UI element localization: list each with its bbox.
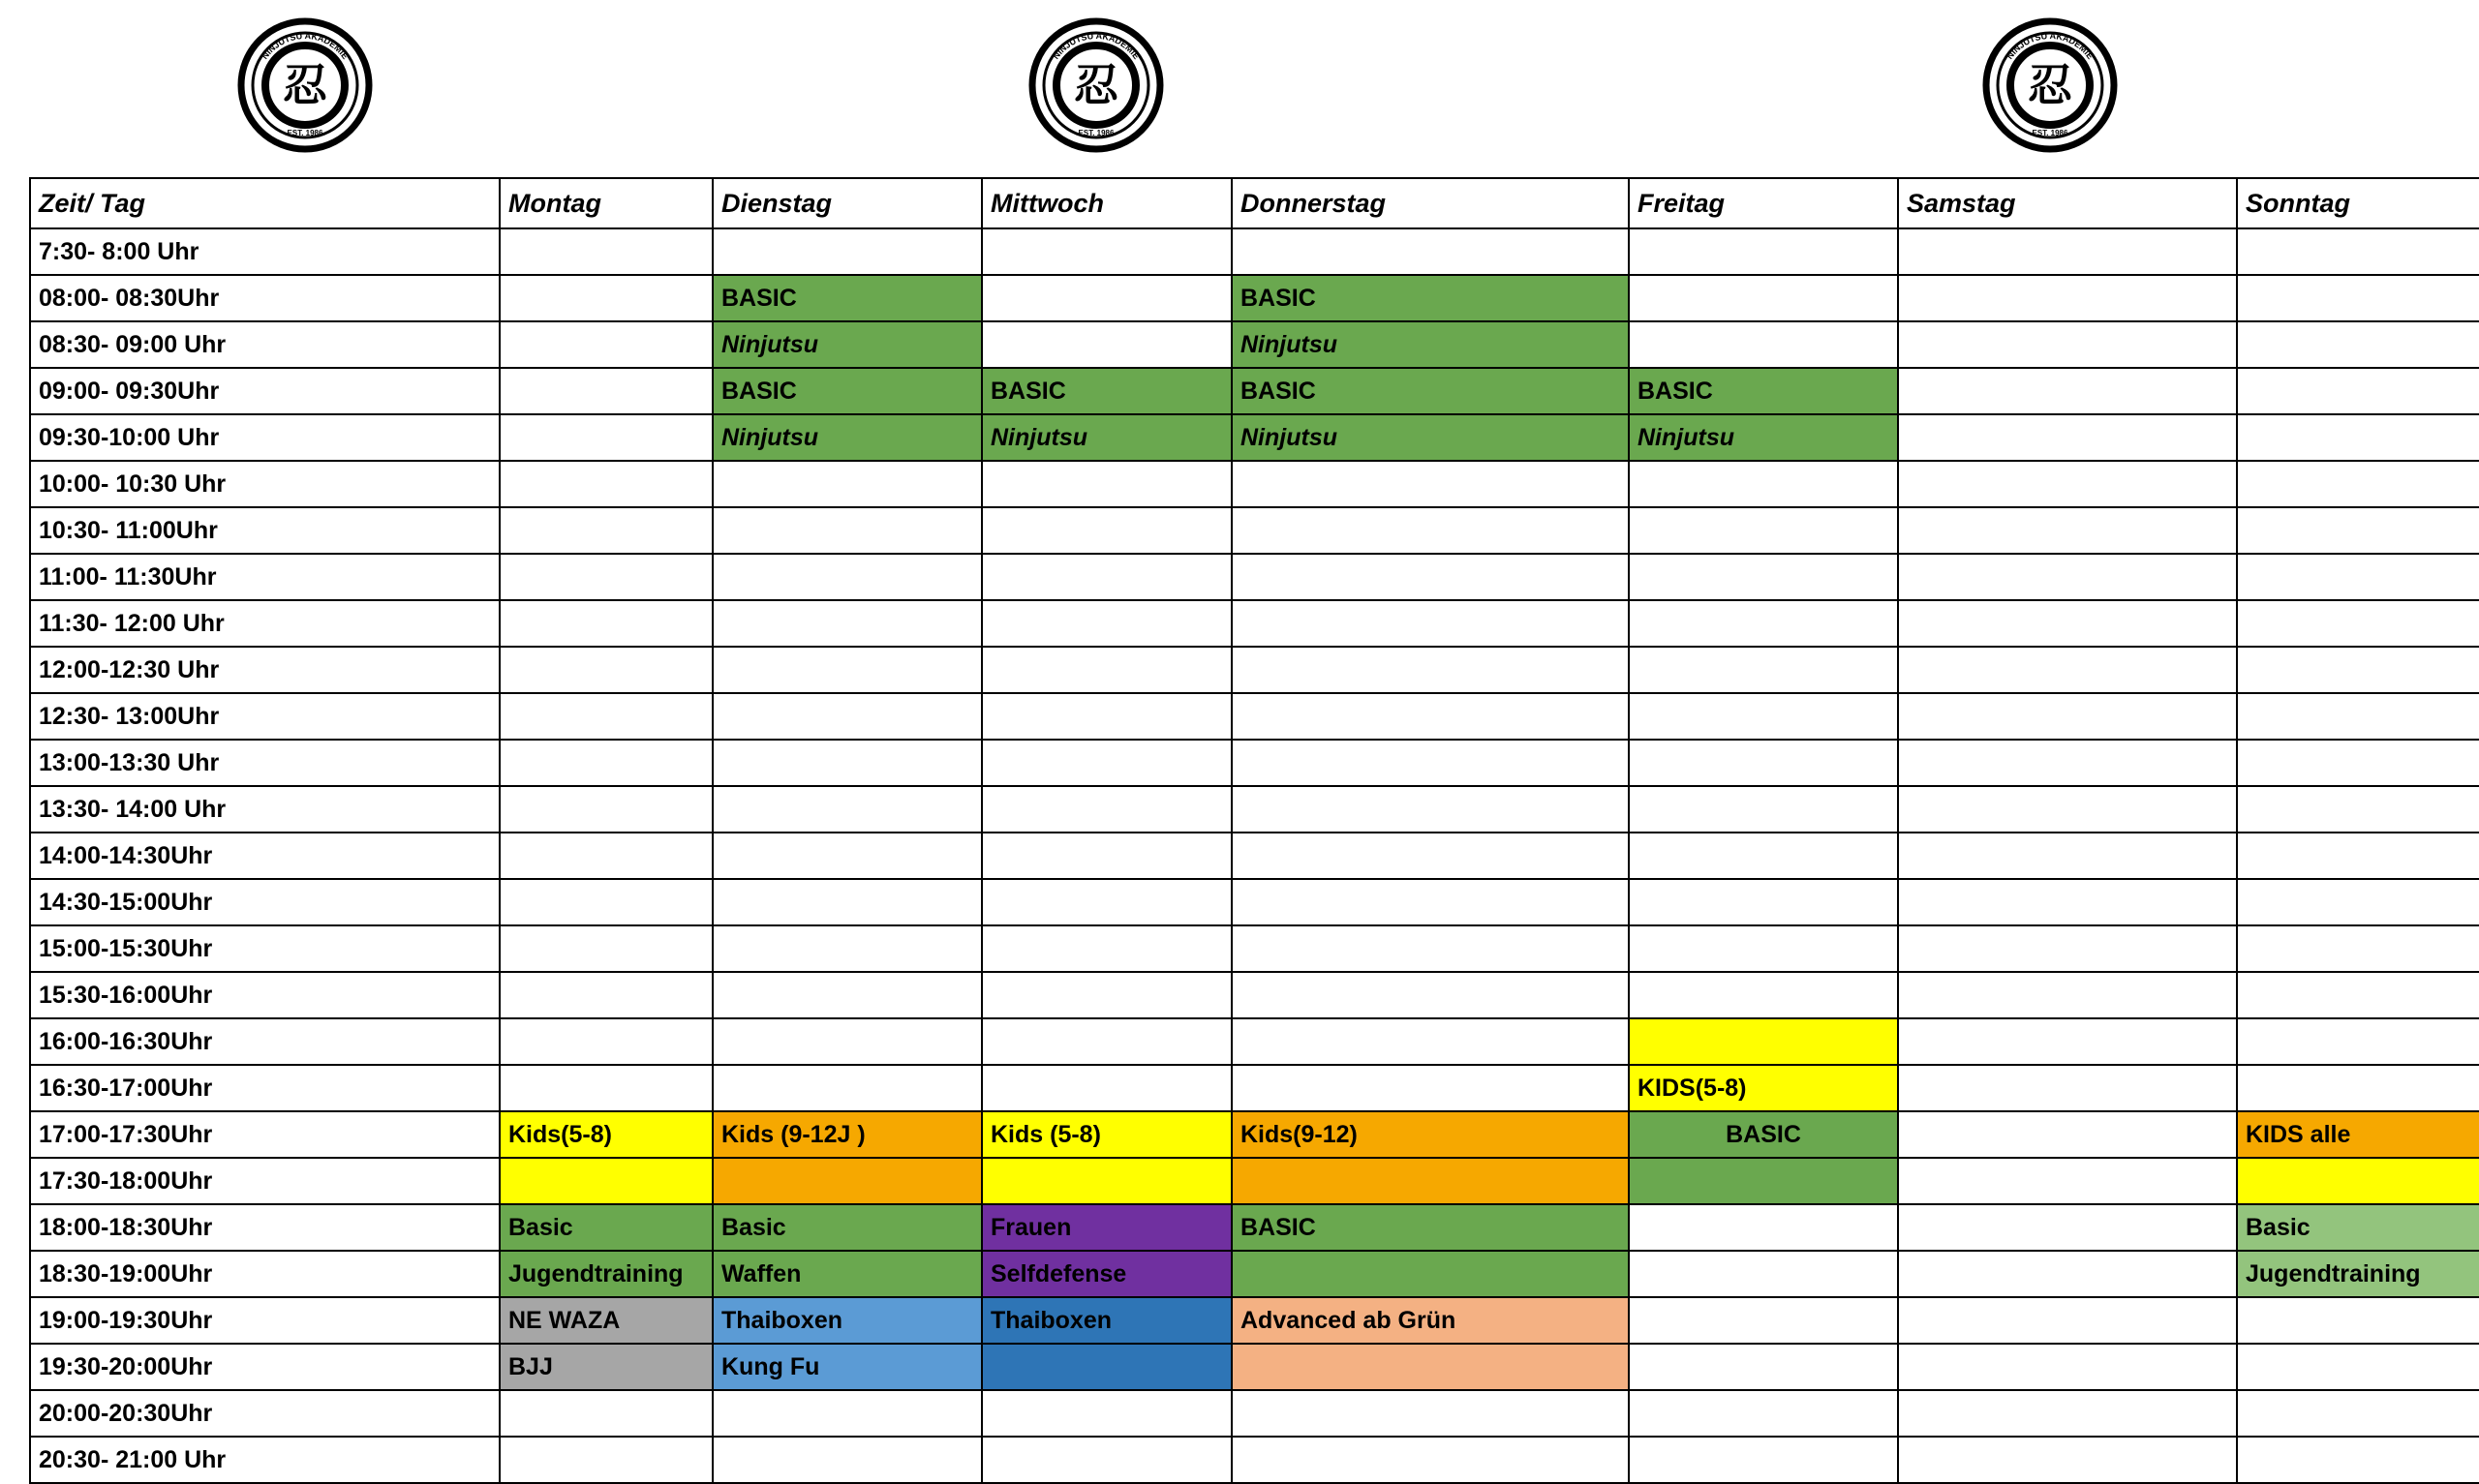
table-row — [30, 833, 2479, 879]
time-slot-label: 17:30-18:00Uhr — [30, 1158, 500, 1204]
empty-cell — [713, 833, 982, 879]
empty-cell — [713, 600, 982, 647]
empty-cell — [713, 1390, 982, 1437]
time-slot-label: 18:30-19:00Uhr — [30, 1251, 500, 1297]
empty-cell — [1629, 693, 1898, 740]
table-row — [30, 786, 2479, 833]
empty-cell — [1898, 507, 2237, 554]
table-row — [30, 925, 2479, 972]
empty-cell — [1232, 972, 1629, 1018]
empty-cell — [2237, 228, 2479, 275]
table-body — [30, 228, 2479, 1483]
empty-cell — [1232, 925, 1629, 972]
table-row — [30, 1018, 2479, 1065]
empty-cell — [713, 554, 982, 600]
table-row — [30, 1297, 2479, 1344]
empty-cell — [1629, 1018, 1898, 1065]
time-slot-label: 20:00-20:30Uhr — [30, 1390, 500, 1437]
time-slot-label: 20:30- 21:00 Uhr — [30, 1437, 500, 1483]
empty-cell — [500, 461, 713, 507]
svg-text:NINJUTSU AKADEMIE: NINJUTSU AKADEMIE — [2005, 30, 2096, 61]
empty-cell — [1898, 600, 2237, 647]
empty-cell — [2237, 275, 2479, 321]
table-row — [30, 1065, 2479, 1111]
empty-cell — [2237, 1297, 2479, 1344]
column-header-sonntag: Sonntag — [2237, 178, 2479, 228]
class-cell[interactable]: Advanced ab Grün — [1232, 1297, 1629, 1344]
empty-cell — [1232, 1018, 1629, 1065]
time-slot-label: 08:00- 08:30Uhr — [30, 275, 500, 321]
class-cell[interactable]: Ninjutsu — [713, 414, 982, 461]
empty-cell — [1629, 275, 1898, 321]
table-row — [30, 461, 2479, 507]
empty-cell — [982, 1018, 1232, 1065]
table-row — [30, 1390, 2479, 1437]
class-cell[interactable]: Basic — [500, 1204, 713, 1251]
empty-cell — [1629, 879, 1898, 925]
empty-cell — [2237, 786, 2479, 833]
time-slot-label: 13:30- 14:00 Uhr — [30, 786, 500, 833]
empty-cell — [2237, 507, 2479, 554]
empty-cell — [500, 925, 713, 972]
class-cell[interactable]: BASIC — [1629, 368, 1898, 414]
empty-cell — [1629, 647, 1898, 693]
empty-cell — [2237, 1065, 2479, 1111]
class-cell[interactable]: Ninjutsu — [1232, 414, 1629, 461]
empty-cell — [1898, 1018, 2237, 1065]
class-cell[interactable]: Ninjutsu — [1232, 321, 1629, 368]
empty-cell — [1898, 1390, 2237, 1437]
time-slot-label: 15:30-16:00Uhr — [30, 972, 500, 1018]
class-cell[interactable]: KIDS alle — [2237, 1111, 2479, 1158]
empty-cell — [1898, 414, 2237, 461]
table-row — [30, 507, 2479, 554]
table-row — [30, 1437, 2479, 1483]
time-slot-label: 11:30- 12:00 Uhr — [30, 600, 500, 647]
empty-cell — [500, 600, 713, 647]
time-slot-label: 12:30- 13:00Uhr — [30, 693, 500, 740]
column-header-montag: Montag — [500, 178, 713, 228]
time-slot-label: 7:30- 8:00 Uhr — [30, 228, 500, 275]
time-slot-label: 13:00-13:30 Uhr — [30, 740, 500, 786]
class-cell[interactable]: BASIC — [713, 275, 982, 321]
empty-cell — [2237, 740, 2479, 786]
class-cell[interactable]: BASIC — [1232, 275, 1629, 321]
empty-cell — [1898, 879, 2237, 925]
empty-cell — [1629, 321, 1898, 368]
empty-cell — [982, 228, 1232, 275]
table-row — [30, 228, 2479, 275]
empty-cell — [1232, 1437, 1629, 1483]
empty-cell — [2237, 879, 2479, 925]
empty-cell — [982, 461, 1232, 507]
time-slot-label: 14:30-15:00Uhr — [30, 879, 500, 925]
table-row — [30, 879, 2479, 925]
table-row — [30, 647, 2479, 693]
svg-text:忍: 忍 — [2028, 59, 2072, 111]
empty-cell — [1629, 1297, 1898, 1344]
empty-cell — [1629, 833, 1898, 879]
time-slot-label: 19:00-19:30Uhr — [30, 1297, 500, 1344]
empty-cell — [982, 321, 1232, 368]
empty-cell — [982, 1065, 1232, 1111]
empty-cell — [713, 1018, 982, 1065]
empty-cell — [500, 833, 713, 879]
empty-cell — [1898, 1204, 2237, 1251]
logo-row — [0, 0, 2479, 169]
empty-cell — [1898, 786, 2237, 833]
empty-cell — [2237, 925, 2479, 972]
empty-cell — [2237, 1018, 2479, 1065]
empty-cell — [1232, 461, 1629, 507]
empty-cell — [2237, 414, 2479, 461]
svg-text:忍: 忍 — [1074, 59, 1118, 111]
empty-cell — [1629, 1437, 1898, 1483]
empty-cell — [500, 228, 713, 275]
empty-cell — [713, 1437, 982, 1483]
column-header-freitag: Freitag — [1629, 178, 1898, 228]
time-slot-label: 10:30- 11:00Uhr — [30, 507, 500, 554]
svg-text:EST. 1986: EST. 1986 — [2032, 129, 2068, 137]
empty-cell — [713, 879, 982, 925]
ninjutsu-akademie-logo — [237, 17, 373, 153]
class-cell[interactable]: Basic — [2237, 1204, 2479, 1251]
empty-cell — [713, 647, 982, 693]
table-row — [30, 275, 2479, 321]
time-slot-label: 16:00-16:30Uhr — [30, 1018, 500, 1065]
class-cell[interactable]: Thaiboxen — [713, 1297, 982, 1344]
empty-cell — [1898, 321, 2237, 368]
empty-cell — [713, 1065, 982, 1111]
column-header-samstag: Samstag — [1898, 178, 2237, 228]
time-slot-label: 08:30- 09:00 Uhr — [30, 321, 500, 368]
empty-cell — [982, 972, 1232, 1018]
empty-cell — [982, 925, 1232, 972]
table-row — [30, 600, 2479, 647]
empty-cell — [982, 693, 1232, 740]
empty-cell — [1898, 1158, 2237, 1204]
empty-cell — [500, 786, 713, 833]
empty-cell — [500, 368, 713, 414]
empty-cell — [500, 740, 713, 786]
table-row — [30, 321, 2479, 368]
empty-cell — [500, 972, 713, 1018]
empty-cell — [1898, 1297, 2237, 1344]
class-cell[interactable]: Kung Fu — [713, 1344, 982, 1390]
empty-cell — [500, 1018, 713, 1065]
time-slot-label: 16:30-17:00Uhr — [30, 1065, 500, 1111]
empty-cell — [1898, 228, 2237, 275]
empty-cell — [1629, 1204, 1898, 1251]
class-cell[interactable]: Jugendtraining — [500, 1251, 713, 1297]
svg-text:EST. 1986: EST. 1986 — [1078, 129, 1115, 137]
empty-cell — [713, 972, 982, 1018]
class-cell[interactable]: NE WAZA — [500, 1297, 713, 1344]
empty-cell — [1232, 554, 1629, 600]
empty-cell — [982, 740, 1232, 786]
class-cell[interactable]: Kids (9-12J ) — [713, 1111, 982, 1158]
empty-cell — [1232, 833, 1629, 879]
empty-cell — [713, 1158, 982, 1204]
empty-cell — [2237, 1344, 2479, 1390]
empty-cell — [1898, 275, 2237, 321]
empty-cell — [500, 1437, 713, 1483]
empty-cell — [1232, 786, 1629, 833]
empty-cell — [713, 786, 982, 833]
class-cell[interactable]: KIDS(5-8) — [1629, 1065, 1898, 1111]
empty-cell — [1898, 461, 2237, 507]
empty-cell — [2237, 1158, 2479, 1204]
time-slot-label: 17:00-17:30Uhr — [30, 1111, 500, 1158]
table-header — [30, 178, 2479, 228]
empty-cell — [1629, 786, 1898, 833]
svg-text:忍: 忍 — [283, 59, 327, 111]
empty-cell — [1232, 1251, 1629, 1297]
svg-text:EST. 1986: EST. 1986 — [287, 129, 323, 137]
empty-cell — [982, 1344, 1232, 1390]
time-slot-label: 12:00-12:30 Uhr — [30, 647, 500, 693]
table-row — [30, 740, 2479, 786]
empty-cell — [500, 1390, 713, 1437]
empty-cell — [1232, 1344, 1629, 1390]
empty-cell — [500, 693, 713, 740]
empty-cell — [2237, 461, 2479, 507]
empty-cell — [2237, 554, 2479, 600]
empty-cell — [982, 1158, 1232, 1204]
empty-cell — [1629, 461, 1898, 507]
table-row — [30, 693, 2479, 740]
empty-cell — [1232, 740, 1629, 786]
table-row — [30, 1158, 2479, 1204]
table-header-row — [30, 178, 2479, 228]
table-row — [30, 1344, 2479, 1390]
empty-cell — [982, 275, 1232, 321]
empty-cell — [1232, 507, 1629, 554]
empty-cell — [1898, 1344, 2237, 1390]
empty-cell — [2237, 693, 2479, 740]
empty-cell — [1898, 972, 2237, 1018]
time-slot-label: 10:00- 10:30 Uhr — [30, 461, 500, 507]
class-cell[interactable]: Thaiboxen — [982, 1297, 1232, 1344]
empty-cell — [1629, 1251, 1898, 1297]
class-cell[interactable]: BASIC — [982, 368, 1232, 414]
empty-cell — [2237, 600, 2479, 647]
class-cell[interactable]: Ninjutsu — [1629, 414, 1898, 461]
class-cell[interactable]: Frauen — [982, 1204, 1232, 1251]
empty-cell — [1629, 1390, 1898, 1437]
empty-cell — [2237, 368, 2479, 414]
table-row — [30, 414, 2479, 461]
empty-cell — [1629, 925, 1898, 972]
empty-cell — [1232, 228, 1629, 275]
empty-cell — [1232, 1065, 1629, 1111]
empty-cell — [500, 275, 713, 321]
class-cell[interactable]: BASIC — [1232, 368, 1629, 414]
empty-cell — [1232, 600, 1629, 647]
empty-cell — [1898, 1437, 2237, 1483]
class-cell[interactable]: BASIC — [1629, 1111, 1898, 1158]
time-slot-label: 14:00-14:30Uhr — [30, 833, 500, 879]
empty-cell — [1629, 554, 1898, 600]
table-row — [30, 554, 2479, 600]
class-cell[interactable]: Kids(9-12) — [1232, 1111, 1629, 1158]
column-header-zeit-tag: Zeit/ Tag — [30, 178, 500, 228]
empty-cell — [713, 507, 982, 554]
table-row — [30, 1111, 2479, 1158]
empty-cell — [500, 321, 713, 368]
empty-cell — [982, 879, 1232, 925]
empty-cell — [1898, 1111, 2237, 1158]
class-cell[interactable]: Ninjutsu — [982, 414, 1232, 461]
empty-cell — [1232, 879, 1629, 925]
column-header-mittwoch: Mittwoch — [982, 178, 1232, 228]
time-slot-label: 09:30-10:00 Uhr — [30, 414, 500, 461]
empty-cell — [982, 833, 1232, 879]
empty-cell — [500, 414, 713, 461]
empty-cell — [2237, 647, 2479, 693]
column-header-dienstag: Dienstag — [713, 178, 982, 228]
svg-text:NINJUTSU AKADEMIE: NINJUTSU AKADEMIE — [260, 30, 351, 61]
empty-cell — [1898, 368, 2237, 414]
empty-cell — [500, 554, 713, 600]
empty-cell — [1629, 1344, 1898, 1390]
class-cell[interactable]: Waffen — [713, 1251, 982, 1297]
time-slot-label: 09:00- 09:30Uhr — [30, 368, 500, 414]
empty-cell — [1898, 1065, 2237, 1111]
empty-cell — [713, 461, 982, 507]
empty-cell — [1898, 1251, 2237, 1297]
ninjutsu-akademie-logo — [1982, 17, 2118, 153]
column-header-donnerstag: Donnerstag — [1232, 178, 1629, 228]
empty-cell — [2237, 1390, 2479, 1437]
empty-cell — [713, 228, 982, 275]
empty-cell — [500, 1158, 713, 1204]
empty-cell — [1629, 972, 1898, 1018]
empty-cell — [1629, 740, 1898, 786]
empty-cell — [982, 786, 1232, 833]
empty-cell — [1629, 1158, 1898, 1204]
empty-cell — [1232, 1390, 1629, 1437]
empty-cell — [500, 879, 713, 925]
table-row — [30, 972, 2479, 1018]
empty-cell — [1232, 647, 1629, 693]
empty-cell — [1232, 693, 1629, 740]
time-slot-label: 19:30-20:00Uhr — [30, 1344, 500, 1390]
empty-cell — [1898, 740, 2237, 786]
empty-cell — [982, 600, 1232, 647]
class-cell[interactable]: Jugendtraining — [2237, 1251, 2479, 1297]
empty-cell — [1629, 507, 1898, 554]
class-cell[interactable]: Ninjutsu — [713, 321, 982, 368]
empty-cell — [982, 647, 1232, 693]
empty-cell — [500, 507, 713, 554]
empty-cell — [1232, 1158, 1629, 1204]
table-row — [30, 368, 2479, 414]
class-cell[interactable]: Selfdefense — [982, 1251, 1232, 1297]
empty-cell — [1898, 647, 2237, 693]
svg-text:NINJUTSU AKADEMIE: NINJUTSU AKADEMIE — [1051, 30, 1142, 61]
schedule-table-wrap — [29, 177, 2479, 1484]
class-cell[interactable]: BJJ — [500, 1344, 713, 1390]
empty-cell — [1898, 554, 2237, 600]
empty-cell — [2237, 972, 2479, 1018]
empty-cell — [713, 740, 982, 786]
empty-cell — [2237, 833, 2479, 879]
class-cell[interactable]: Basic — [713, 1204, 982, 1251]
empty-cell — [1898, 833, 2237, 879]
empty-cell — [1898, 693, 2237, 740]
time-slot-label: 18:00-18:30Uhr — [30, 1204, 500, 1251]
class-cell[interactable]: BASIC — [1232, 1204, 1629, 1251]
empty-cell — [1898, 925, 2237, 972]
class-cell[interactable]: BASIC — [713, 368, 982, 414]
time-slot-label: 11:00- 11:30Uhr — [30, 554, 500, 600]
empty-cell — [500, 1065, 713, 1111]
empty-cell — [982, 554, 1232, 600]
class-cell[interactable]: Kids (5-8) — [982, 1111, 1232, 1158]
table-row — [30, 1204, 2479, 1251]
empty-cell — [713, 925, 982, 972]
empty-cell — [2237, 321, 2479, 368]
ninjutsu-akademie-logo — [1028, 17, 1164, 153]
empty-cell — [982, 1437, 1232, 1483]
empty-cell — [500, 647, 713, 693]
schedule-table — [29, 177, 2479, 1484]
empty-cell — [1629, 228, 1898, 275]
empty-cell — [713, 693, 982, 740]
empty-cell — [1629, 600, 1898, 647]
empty-cell — [2237, 1437, 2479, 1483]
class-cell[interactable]: Kids(5-8) — [500, 1111, 713, 1158]
empty-cell — [982, 507, 1232, 554]
time-slot-label: 15:00-15:30Uhr — [30, 925, 500, 972]
table-row — [30, 1251, 2479, 1297]
empty-cell — [982, 1390, 1232, 1437]
